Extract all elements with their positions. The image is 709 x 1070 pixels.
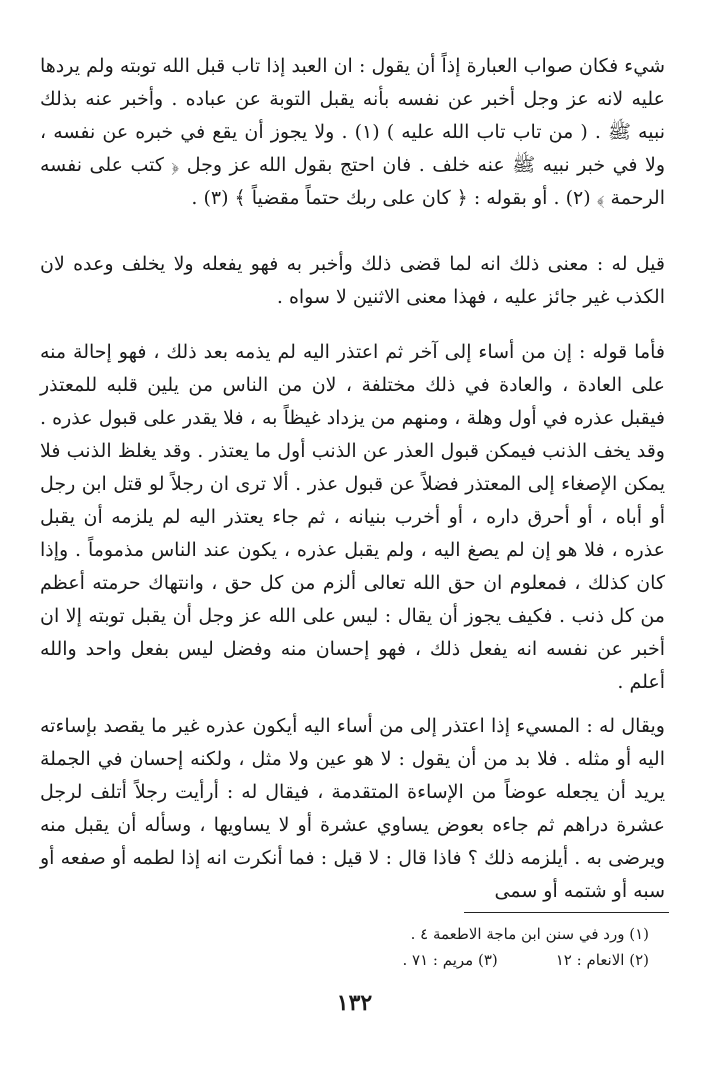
- paragraph-2: قيل له : معنى ذلك انه لما قضى ذلك وأخبر به فهو يفعله ولا يخلف وعده لان الكذب غير جائز عليه ، فهذا معنى الاثنين لا سواه .: [40, 253, 665, 308]
- footnote-3: (٣) مريم : ٧١ .: [402, 951, 498, 969]
- footnote-row-2: [229, 947, 649, 973]
- footnote-divider: [464, 912, 669, 913]
- footnote-2: (٢) الانعام : ١٢: [555, 951, 649, 969]
- paragraph-4: ويقال له : المسيء إذا اعتذر إلى من أساء اليه أيكون عذره غير ما يقصد بإساءته اليه أو مثله . فلا بد من أن يقول : لا هو عين ولا مثل ، ولكنه إحسان في الجملة يريد أن يجعله عوضاً من الإساءة المتقدمة ، فيقال له : أرأيت رجلاً أتلف لرجل عشرة دراهم ثم جاءه بعوض يساوي عشرة أو لا يساويها ، وسأله أن يقبل منه ويرضى به . أيلزمه ذلك ؟ فاذا قال : لا قيل : فما أنكرت انه إذا لطمه أو صفعه أو سبه أو شتمه أو سمى: [40, 715, 665, 902]
- paragraph-3: فأما قوله : إن من أساء إلى آخر ثم اعتذر اليه لم يذمه بعد ذلك ، فهو إحالة منه على العادة ، والعادة في ذلك مختلفة ، لان من الناس من يلين قلبه للمعتذر فيقبل عذره في أول وهلة ، ومنهم من يزداد غيظاً به ، فلا يقدر على قبول عذره . وقد يخف الذنب فيمكن قبول العذر عن الذنب أول ما يعتذر . وقد يغلظ الذنب فلا يمكن الإصغاء إلى المعتذر فضلاً عن قبول عذر . ألا ترى ان رجلاً لو قتل ابن رجل أو أباه ، أو أحرق داره ، أو أخرب بنيانه ، ثم جاء يعتذر اليه لم يلزمه أن يقبل عذره ، فلا هو إن لم يصغ اليه ، ولم يقبل عذره ، يكون عند الناس مذموماً . وإذا كان كذلك ، فمعلوم ان حق الله تعالى ألزم من كل حق ، وانتهاك حرمته أعظم من كل ذنب . فكيف يجوز أن يقال : ليس على الله عز وجل أن يقبل توبته إلا ان أخبر عن نفسه انه يفعل ذلك ، فهو إحسان منه وفضل ليس بفعل واحد والله أعلم .: [40, 341, 665, 693]
- page-number: ١٣٢: [336, 990, 373, 1016]
- footnotes: [229, 921, 649, 973]
- footnote-1: (١) ورد في سنن ابن ماجة الاطعمة ٤ .: [410, 925, 649, 943]
- paragraph-1: شيء فكان صواب العبارة إذاً أن يقول : ان العبد إذا تاب قبل الله توبته ولم يردها عليه لانه عز وجل أخبر عن نفسه بأنه يقبل التوبة عن عباده . وأخبر عنه بذلك نبيه ﷺ . ( من تاب تاب الله عليه ) (١) . ولا يجوز أن يقع في خبره عن نفسه ، ولا في خبر نبيه ﷺ عنه خلف . فان احتج بقول الله عز وجل ﴿ كتب على نفسه الرحمة ﴾ (٢) . أو بقوله : ﴿ كان على ربك حتماً مقضياً ﴾ (٣) .: [40, 55, 665, 209]
